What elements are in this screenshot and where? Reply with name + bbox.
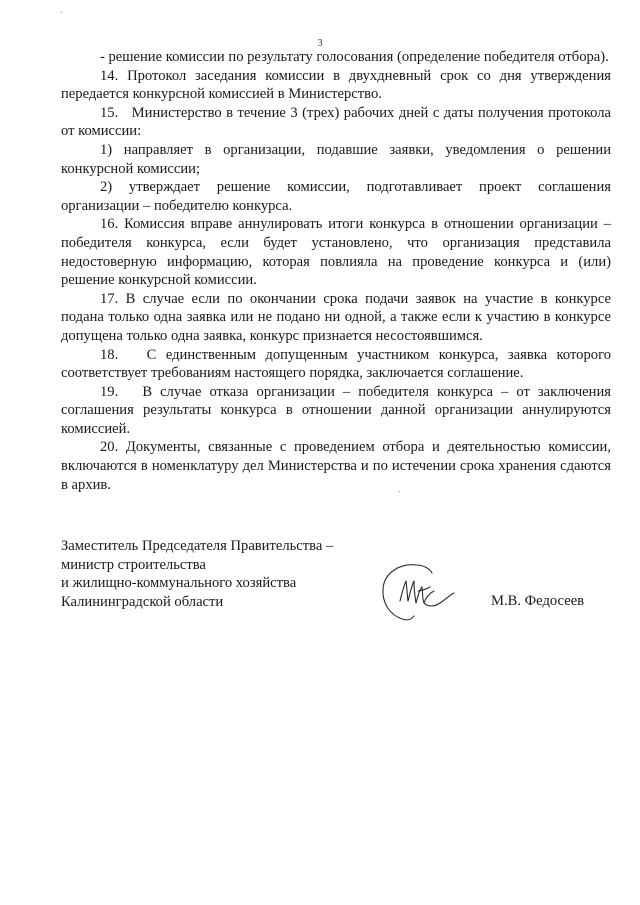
- paragraph-16: 16. Комиссия вправе аннулировать итоги конкурса в отношении организации – победителя конкурса, если будет установлено, что организация представила недостоверную информацию, которая повлияла на проведение конкурса и (или) решение конкурсной комиссии.: [61, 216, 611, 289]
- signatory-title-line-2: министр строительства: [61, 556, 206, 573]
- handwritten-signature-icon: [378, 561, 458, 623]
- paragraph-17: 17. В случае если по окончании срока подачи заявок на участие в конкурсе подана только одна заявка или не подано ни одной, а также если к участию в конкурсе допущена только одна заявка, конкурс признается несостоявшимся.: [61, 290, 611, 344]
- paragraph-15: 15. Министерство в течение 3 (трех) рабочих дней с даты получения протокола от комиссии:: [61, 104, 611, 140]
- paragraph-15-item-1: 1) направляет в организации, подавшие заявки, уведомления о решении конкурсной комиссии;: [61, 141, 611, 177]
- page-number: 3: [317, 38, 323, 49]
- paragraph-15-item-2: 2) утверждает решение комиссии, подготавливает проект соглашения организации – победителю конкурса.: [61, 179, 611, 214]
- paragraph-20: 20. Документы, связанные с проведением отбора и деятельностью комиссии, включаются в номенклатуру дел Министерства и по истечении срока хранения сдаются в архив.: [61, 439, 611, 493]
- paragraph-14: 14. Протокол заседания комиссии в двухдневный срок со дня утверждения передается конкурсной комиссией в Министерство.: [61, 67, 611, 103]
- signatory-name: М.В. Федосеев: [491, 593, 585, 609]
- signatory-title-line-1: Заместитель Председателя Правительства –: [61, 538, 334, 554]
- paragraph-19: 19. В случае отказа организации – победителя конкурса – от заключения соглашения результаты конкурса в отношении данной организации аннулируются комиссией.: [61, 383, 611, 437]
- signatory-title-line-4: Калининградской области: [61, 593, 224, 610]
- document-body: [61, 48, 611, 494]
- scan-speck: [61, 12, 62, 13]
- scan-speck: [399, 491, 400, 492]
- paragraph-decision: - решение комиссии по результату голосования (определение победителя отбора).: [100, 49, 609, 65]
- signatory-title-line-3: и жилищно-коммунального хозяйства: [61, 575, 297, 591]
- paragraph-18: 18. С единственным допущенным участником конкурса, заявка которого соответствует требованиям настоящего порядка, заключается соглашение.: [61, 346, 611, 382]
- signature-block: [61, 537, 621, 611]
